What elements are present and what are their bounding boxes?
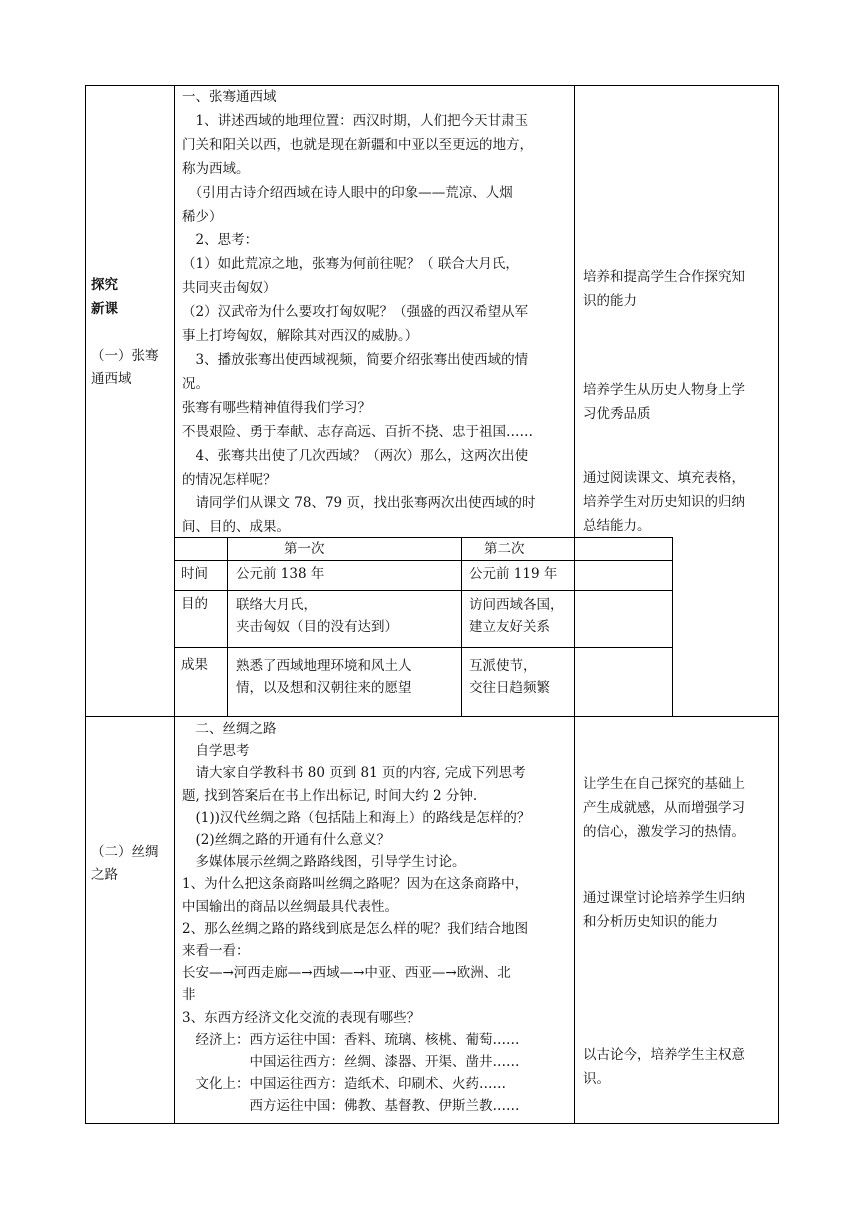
section1-line: 况。 [182,375,209,392]
goal-note-4: 让学生在自己探究的基础上 产生成就感，从而增强学习 的信心，激发学习的热情。 [583,776,745,840]
table-border-left [85,85,86,1123]
table-border-right [778,85,779,1123]
table-row-label-purpose: 目的 [181,596,208,612]
heading-explore: 探究 [91,277,118,293]
section2-line: (1))汉代丝绸之路（包括陆上和海上）的路线是怎样的？ [182,809,531,826]
section2-line: 来看一看： [182,943,250,960]
section1-line: 门关和阳关以西，也就是现在新疆和中亚以至更远的地方， [182,136,533,153]
heading-new-lesson: 新课 [91,301,118,317]
section2-line: 2、那么丝绸之路的路线到底是怎么样的呢？我们结合地图 [182,920,529,937]
section-divider [85,716,779,717]
section1-label-line2: 通西域 [91,371,132,387]
column-divider-1 [174,85,175,1123]
goal-note-2: 培养学生从历史人物身上学 习优秀品质 [583,382,745,422]
section2-line: (2)丝绸之路的开通有什么意义？ [182,832,391,849]
inner-table-col-1 [227,537,228,716]
inner-table-col-3 [574,537,575,716]
column-divider-2-lower [574,716,575,1123]
section2-line: 中国输出的商品以丝绸最具代表性。 [182,898,398,915]
goal-note-3: 通过阅读课文、填充表格， 培养学生对历史知识的归纳 总结能力。 [583,470,745,534]
section2-line: 二、丝绸之路 [182,721,277,737]
table-header-second: 第二次 [484,541,525,557]
goal-note-1: 培养和提高学生合作探究知 识的能力 [583,269,745,309]
section1-line: （1）如此荒凉之地，张骞为何前往呢？（ 联合大月氏， [182,256,519,273]
section1-line: 张骞有哪些精神值得我们学习？ [182,399,371,416]
table-cell-result-second: 互派使节， 交往日趋频繁 [469,658,550,696]
section2-label-line1: （二）丝绸 [91,844,159,860]
section1-line: 一、张骞通西域 [182,89,277,105]
section2-line: 多媒体展示丝绸之路路线图，引导学生讨论。 [182,854,466,871]
goal-note-5: 通过课堂讨论培养学生归纳 和分析历史知识的能力 [583,890,745,930]
table-cell-time-second: 公元前 119 年 [469,566,558,582]
section2-body [182,718,572,1118]
section2-line: 长安—→河西走廊—→西域—→中亚、西亚—→欧洲、北 [182,965,511,982]
section1-line: 4、张骞共出使了几次西域？（两次）那么，这两次出使 [182,447,529,464]
section1-line: 称为西域。 [182,160,250,177]
section1-body [182,86,572,540]
section1-line: 稀少） [182,208,223,225]
table-header-first: 第一次 [284,541,325,557]
section2-label-line2: 之路 [91,867,118,883]
table-row-label-result: 成果 [181,657,208,673]
section1-label-line1: （一）张骞 [91,348,159,364]
section1-line: 1、讲述西域的地理位置：西汉时期，人们把今天甘肃玉 [182,112,529,129]
goal-note-6: 以古论今，培养学生主权意 识。 [583,1047,745,1087]
section1-line: （引用古诗介绍西域在诗人眼中的印象——荒凉、人烟 [182,184,513,201]
section1-line: 2、思考： [182,232,259,249]
table-border-bottom [85,1123,779,1124]
section2-line: 题, 找到答案后在书上作出标记, 时间大约 2 分钟. [182,787,478,804]
table-cell-purpose-first: 联络大月氏， 夹击匈奴（目的没有达到） [236,597,398,635]
section2-line: 3、东西方经济文化交流的表现有哪些？ [182,1009,421,1026]
section1-line: （2）汉武帝为什么要攻打匈奴呢？（强盛的西汉希望从军 [182,304,529,321]
inner-table-row-2 [174,590,672,591]
section2-line: 1、为什么把这条商路叫丝绸之路呢？因为在这条商路中， [182,876,529,893]
table-row-label-time: 时间 [181,566,208,582]
section2-line: 经济上：西方运往中国：香料、琉璃、核桃、葡萄…… [182,1031,520,1048]
section2-line: 自学思考 [182,743,250,760]
table-cell-purpose-second: 访问西域各国， 建立友好关系 [469,597,564,635]
inner-table-row-3 [174,647,672,648]
section2-line: 非 [182,987,196,1004]
section2-line: 西方运往中国：佛教、基督教、伊斯兰教…… [182,1098,520,1115]
section2-line: 文化上：中国运往西方：造纸术、印刷术、火药…… [182,1076,506,1093]
section1-line: 3、播放张骞出使西域视频，简要介绍张骞出使西域的情 [182,351,529,368]
table-cell-result-first: 熟悉了西域地理环境和风土人 情，以及想和汉朝往来的愿望 [236,658,412,696]
section1-line: 的情况怎样呢？ [182,471,277,488]
inner-table-row-1 [174,560,672,561]
column-divider-2-upper [574,85,575,537]
inner-table-col-2 [461,537,462,716]
section1-line: 共同夹击匈奴） [182,280,277,297]
section1-line: 不畏艰险、勇于奉献、志存高远、百折不挠、忠于祖国…… [182,423,533,440]
section2-line: 请大家自学教科书 80 页到 81 页的内容, 完成下列思考 [182,765,526,782]
section1-line: 事上打垮匈奴，解除其对西汉的威胁。） [182,328,419,345]
section1-line: 间、目的、成果。 [182,519,290,536]
section2-line: 中国运往西方：丝绸、漆器、开渠、凿井…… [182,1054,520,1071]
table-cell-time-first: 公元前 138 年 [236,566,325,582]
section1-line: 请同学们从课文 78、79 页，找出张骞两次出使西域的时 [182,495,536,512]
inner-table-col-4 [672,537,673,716]
